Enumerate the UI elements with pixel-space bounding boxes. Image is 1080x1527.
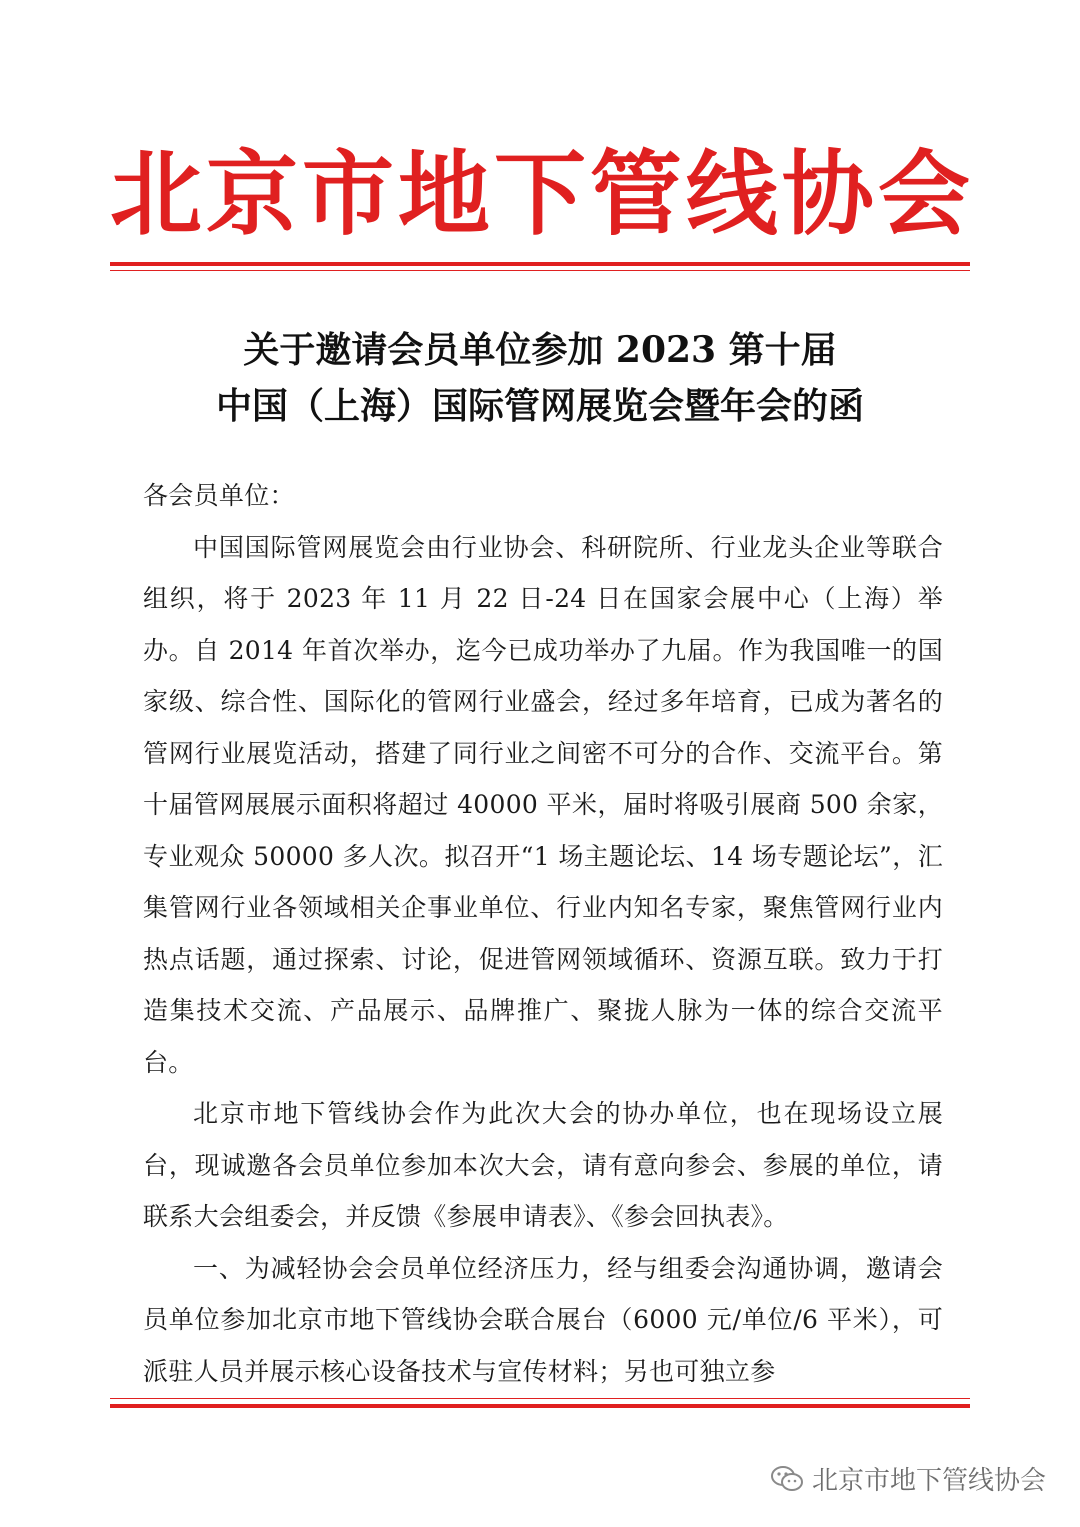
wechat-icon [770,1464,804,1494]
letterhead-char: 管 [589,141,682,248]
footer-divider-thick [110,1404,970,1408]
letterhead-char: 市 [301,141,394,248]
letterhead-char: 下 [493,141,586,248]
letterhead-char: 北 [110,141,203,248]
letterhead-char: 会 [877,141,970,248]
letterhead-divider-thick [110,262,970,266]
paragraph: 一、为减轻协会会员单位经济压力，经与组委会沟通协调，邀请会员单位参加北京市地下管线协会联合展台（6000 元/单位/6 平米），可派驻人员并展示核心设备技术与宣传材料；另也可独立参 [143,1253,943,1386]
footer-divider-thin [110,1398,970,1399]
paragraph: 北京市地下管线协会作为此次大会的协办单位，也在现场设立展台，现诚邀各会员单位参加本次大会，请有意向参会、参展的单位，请联系大会组委会，并反馈《参展申请表》、《参会回执表》。 [143,1099,943,1231]
letterhead-char: 线 [685,141,778,248]
watermark-text: 北京市地下管线协会 [811,1466,1046,1496]
letterhead-divider-thin [110,270,970,271]
paragraph: 中国国际管网展览会由行业协会、科研院所、行业龙头企业等联合组织，将于 2023 年 11 月 22 日-24 日在国家会展中心（上海）举办。自 2014 年首次举办，迄今已成功举办了九届。作为我国唯一的国家级、综合性、国际化的管网行业盛会，经过多年培育，已成为著名的管网行业展览活动，搭建了同行业之间密不可分的合作、交流平台。第十届管网展展示面积将超过 40000 平米，届时将吸引展商 500 余家，专业观众 50000 多人次。拟召开“1 场主题论坛、14 场专题论坛”，汇集管网行业各领域相关企事业单位、行业内知名专家，聚焦管网行业内热点话题，通过探索、讨论，促进管网领域循环、资源互联。致力于打造集技术交流、产品展示、品牌推广、聚拢人脉为一体的综合交流平台。 [143,532,943,1077]
salutation: 各会员单位： [143,481,295,510]
document-title [110,322,970,434]
letterhead-char: 协 [781,141,874,248]
letterhead-title [110,140,970,250]
letterhead-char: 地 [397,141,490,248]
title-line-2: 中国（上海）国际管网展览会暨年会的函 [215,385,864,427]
title-line-1: 关于邀请会员单位参加 2023 第十届 [243,329,837,371]
watermark [770,1460,1046,1497]
document-body [143,470,943,1397]
letterhead-char: 京 [205,141,298,248]
